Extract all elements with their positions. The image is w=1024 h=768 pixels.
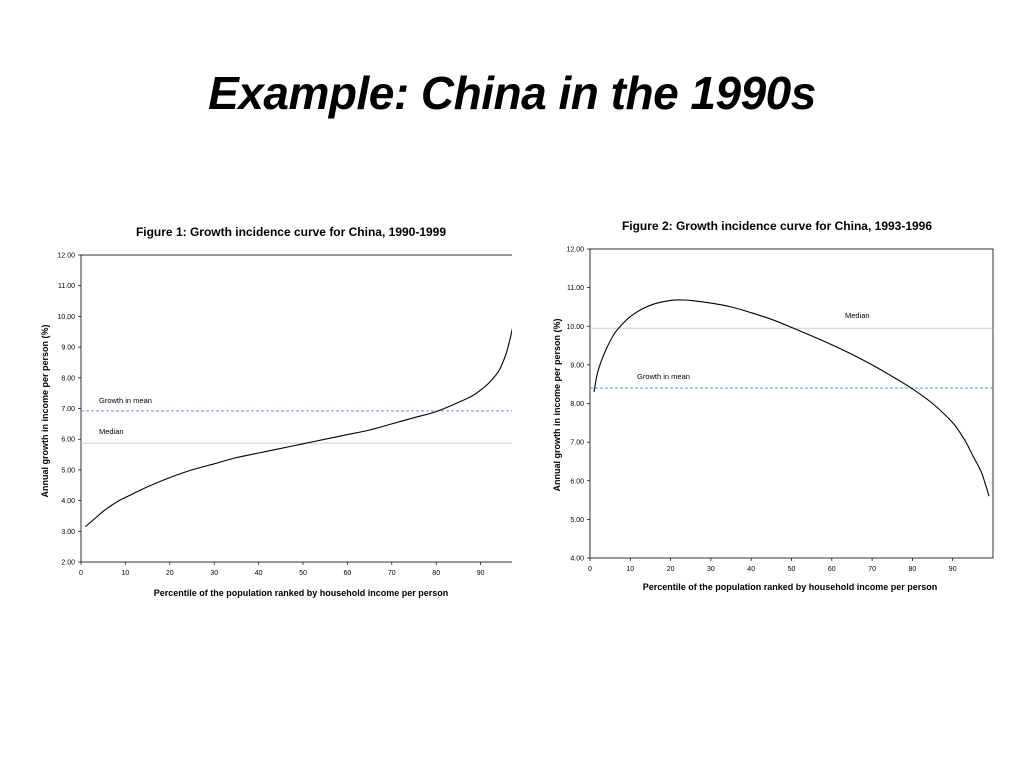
x-tick-label: 0: [588, 566, 592, 573]
x-tick-label: 60: [343, 570, 352, 577]
x-axis: [588, 558, 957, 573]
x-tick-label: 50: [299, 570, 307, 577]
x-tick-label: 20: [666, 566, 675, 573]
y-tick-label: 6.00: [61, 436, 75, 444]
x-tick-label: 70: [868, 566, 876, 573]
x-tick-label: 70: [387, 570, 396, 577]
x-tick-label: 30: [210, 570, 219, 577]
y-tick-label: 2.00: [61, 559, 75, 567]
y-tick-label: 3.00: [61, 528, 75, 536]
series-line: [594, 300, 989, 496]
reference-line-label: Median: [845, 311, 870, 321]
x-tick-label: 10: [121, 570, 130, 577]
y-tick-label: 11.00: [567, 285, 584, 293]
x-axis-label: Percentile of the population ranked by household income per person: [642, 582, 938, 592]
chart-title: Figure 1: Growth incidence curve for China, 1990-1999: [135, 225, 447, 239]
x-tick-label: 60: [827, 566, 836, 573]
y-axis: [566, 247, 590, 563]
y-tick-label: 4.00: [570, 555, 584, 563]
x-tick-label: 80: [908, 566, 917, 573]
y-tick-label: 5.00: [61, 467, 75, 475]
y-tick-label: 4.00: [61, 498, 75, 506]
reference-line-label: Growth in mean: [99, 395, 152, 405]
y-tick-label: 9.00: [570, 362, 584, 370]
x-tick-label: 90: [476, 570, 485, 577]
x-tick-label: 90: [948, 566, 957, 573]
y-tick-label: 8.00: [570, 401, 584, 408]
y-tick-label: 10.00: [57, 313, 75, 321]
x-tick-label: 80: [432, 570, 441, 577]
y-tick-label: 11.00: [58, 283, 75, 291]
y-tick-label: 8.00: [61, 375, 75, 383]
y-tick-label: 12.00: [57, 252, 75, 260]
y-tick-label: 9.00: [61, 344, 75, 352]
y-tick-label: 12.00: [566, 246, 584, 254]
y-tick-label: 7.00: [570, 439, 584, 447]
slide-title: Example: China in the 1990s: [208, 67, 816, 119]
y-axis-label: Annual growth in income per person (%): [40, 324, 50, 498]
x-tick-label: 40: [254, 570, 263, 577]
x-axis-label: Percentile of the population ranked by household income per person: [153, 588, 449, 598]
x-tick-label: 50: [787, 566, 796, 573]
y-tick-label: 6.00: [570, 478, 584, 486]
x-tick-label: 30: [707, 566, 715, 573]
y-tick-label: 7.00: [61, 406, 75, 413]
chart-title: Figure 2: Growth incidence curve for China, 1993-1996: [621, 219, 933, 233]
x-tick-label: 10: [626, 566, 635, 573]
y-axis-label: Annual growth in income per person (%): [552, 318, 562, 492]
x-tick-label: 40: [747, 566, 756, 573]
reference-line-label: Median: [99, 427, 124, 437]
x-tick-label: 0: [79, 570, 83, 577]
x-tick-label: 20: [165, 570, 174, 577]
y-tick-label: 10.00: [566, 323, 584, 331]
reference-lines: [590, 311, 993, 388]
y-tick-label: 5.00: [570, 516, 584, 524]
reference-line-label: Growth in mean: [637, 372, 690, 382]
